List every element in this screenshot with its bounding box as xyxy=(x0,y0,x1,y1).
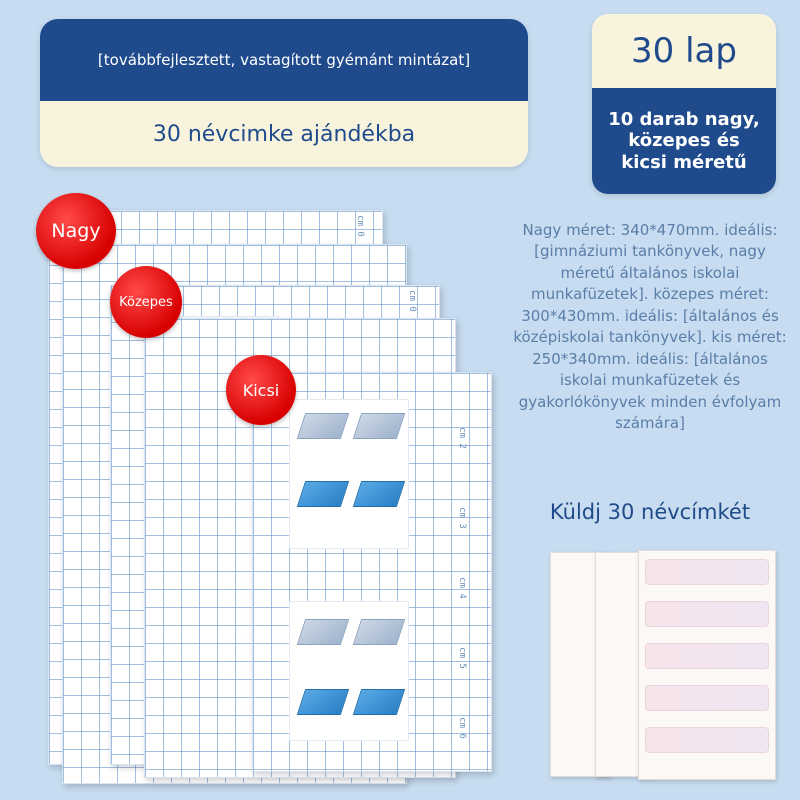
badge-large: Nagy xyxy=(36,193,116,269)
ruler-marks: cm 5 xyxy=(456,647,467,669)
name-label xyxy=(645,727,769,753)
book-icon xyxy=(353,619,405,645)
ruler-marks: cm 4 xyxy=(456,577,467,599)
size-summary: 10 darab nagy, közepes és kicsi méretű xyxy=(592,88,776,194)
name-label xyxy=(645,601,769,627)
sheet-count-box xyxy=(592,14,776,194)
name-label xyxy=(645,559,769,585)
badge-small: Kicsi xyxy=(226,355,296,425)
ruler-marks: cm 2 xyxy=(456,427,467,449)
ruler-marks: cm 3 xyxy=(456,507,467,529)
book-blue-icon xyxy=(353,481,405,507)
name-labels-title: Küldj 30 névcímkét xyxy=(549,500,751,524)
book-icon xyxy=(297,619,349,645)
name-label xyxy=(645,685,769,711)
sheet-count: 30 lap xyxy=(592,14,776,88)
ruler-marks: cm 6 xyxy=(456,717,467,739)
ruler-marks: cm 0 xyxy=(354,215,365,237)
book-blue-icon xyxy=(297,481,349,507)
banner-gift-text: 30 névcimke ajándékba xyxy=(40,101,528,167)
book-icon xyxy=(297,413,349,439)
ruler-marks: cm 0 xyxy=(406,290,417,312)
small-cover-sheet xyxy=(252,372,492,772)
size-description: Nagy méret: 340*470mm. ideális: [gimnáziumi tankönyvek, nagy méretű általános iskolai munkafüzetek]. közepes méret: 300*430mm. ideális: [általános és középiskolai tankönyvek]. kis méret: 250*340mm. ideális: [általános iskolai munkafüzetek és gyakorlókönyvek minden évfolyam számára] xyxy=(513,221,787,432)
book-icon xyxy=(353,413,405,439)
book-blue-icon xyxy=(353,689,405,715)
feature-banner xyxy=(40,19,528,167)
book-blue-icon xyxy=(297,689,349,715)
badge-medium: Közepes xyxy=(110,266,182,338)
name-label-sheet xyxy=(638,550,776,780)
banner-headline: [továbbfejlesztett, vastagított gyémánt mintázat] xyxy=(40,19,528,101)
name-label xyxy=(645,643,769,669)
